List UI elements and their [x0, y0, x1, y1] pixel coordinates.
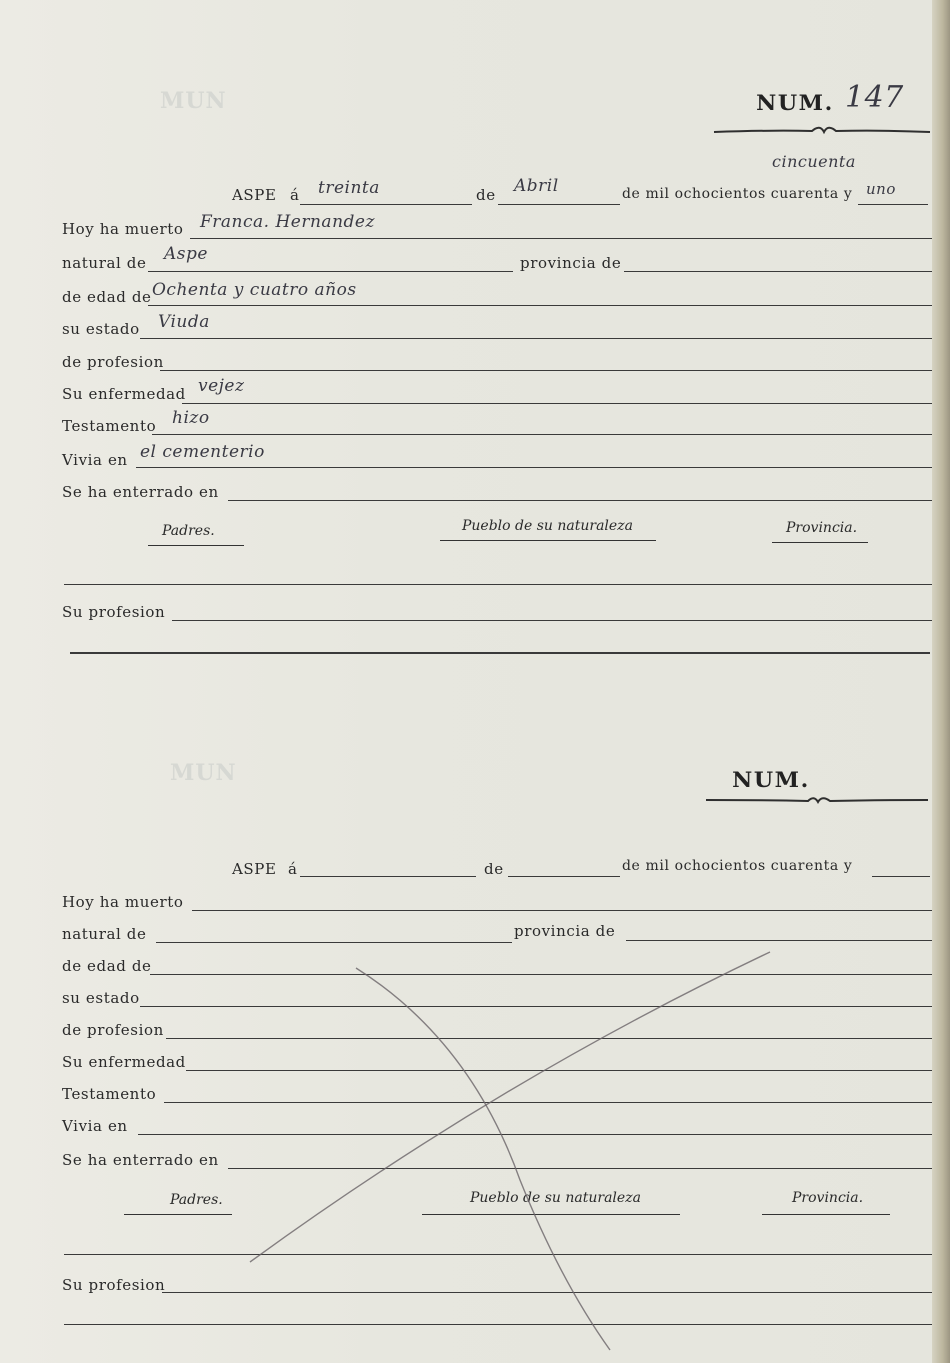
year-value: uno [866, 180, 896, 198]
hoy-ha-muerto-value: Franca. Hernandez [200, 212, 375, 232]
se-ha-enterrado-en-label: Se ha enterrado en [62, 483, 219, 501]
year-phrase: de mil ochocientos cuarenta y [622, 186, 853, 202]
natural-de-label: natural de [62, 254, 147, 272]
natural-de-label: natural de [62, 925, 147, 943]
year-tail-correction: cincuenta [772, 152, 856, 171]
town-label: ASPE [232, 860, 277, 878]
su-enfermedad-label: Su enfermedad [62, 1053, 186, 1071]
vivia-en-label: Vivia en [62, 1117, 128, 1135]
vivia-en-label: Vivia en [62, 451, 128, 469]
month-value: Abril [514, 176, 559, 196]
provincia-de-label: provincia de [514, 922, 616, 940]
testamento-value: hizo [172, 408, 210, 428]
testamento-label: Testamento [62, 417, 157, 435]
hoy-ha-muerto-label: Hoy ha muerto [62, 220, 184, 238]
su-estado-label: su estado [62, 989, 140, 1007]
town-label: ASPE [232, 186, 277, 204]
natural-de-value: Aspe [164, 244, 208, 264]
record-number-label: NUM. [756, 90, 834, 115]
bleed-through-mark: MUN [160, 88, 227, 114]
de-label: de [476, 186, 496, 204]
record-number-value: 147 [845, 80, 904, 115]
padres-header: Padres. [162, 523, 215, 539]
record-number-label: NUM. [732, 767, 810, 792]
su-estado-label: su estado [62, 320, 140, 338]
de-edad-de-label: de edad de [62, 957, 152, 975]
pueblo-header: Pueblo de su naturaleza [462, 518, 633, 534]
vivia-en-value: el cementerio [140, 442, 265, 462]
year-phrase: de mil ochocientos cuarenta y [622, 858, 853, 874]
su-profesion-label: Su profesion [62, 603, 166, 621]
su-estado-value: Viuda [158, 312, 210, 332]
de-edad-de-value: Ochenta y cuatro años [152, 280, 357, 300]
day-value: treinta [318, 178, 380, 198]
su-enfermedad-label: Su enfermedad [62, 385, 186, 403]
se-ha-enterrado-en-label: Se ha enterrado en [62, 1151, 219, 1169]
de-profesion-label: de profesion [62, 1021, 164, 1039]
de-profesion-label: de profesion [62, 353, 164, 371]
padres-header: Padres. [170, 1192, 223, 1208]
de-label: de [484, 860, 504, 878]
provincia-header: Provincia. [792, 1190, 864, 1206]
a-label: á [288, 860, 298, 878]
testamento-label: Testamento [62, 1085, 157, 1103]
su-profesion-label: Su profesion [62, 1276, 166, 1294]
bleed-through-mark: MUN [170, 760, 237, 786]
hoy-ha-muerto-label: Hoy ha muerto [62, 893, 184, 911]
su-enfermedad-value: vejez [198, 376, 245, 396]
pueblo-header: Pueblo de su naturaleza [470, 1190, 641, 1206]
a-label: á [290, 186, 300, 204]
de-edad-de-label: de edad de [62, 288, 152, 306]
provincia-de-label: provincia de [520, 254, 622, 272]
provincia-header: Provincia. [786, 520, 858, 536]
